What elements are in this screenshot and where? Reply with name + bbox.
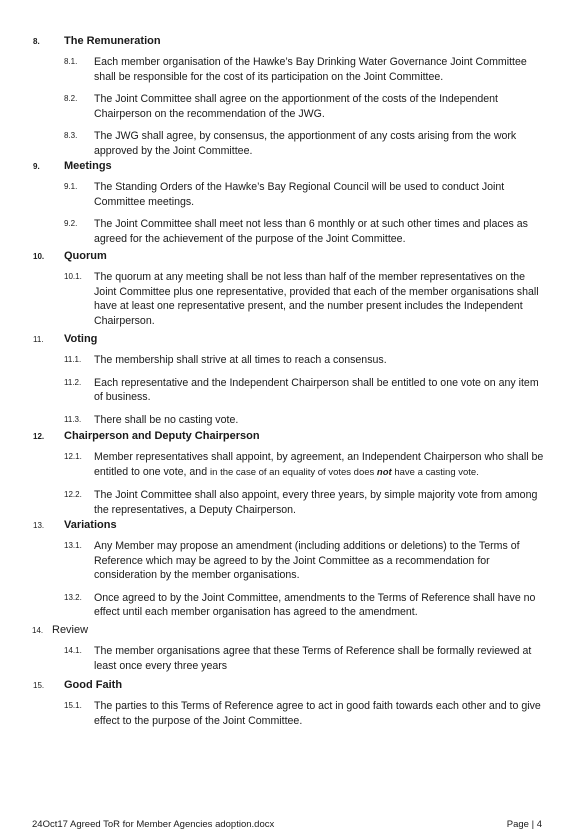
section-title: Chairperson and Deputy Chairperson (64, 430, 260, 442)
clause-text: Once agreed to by the Joint Committee, amendments to the Terms of Reference shall have no effect until each member organisation has agreed to the amendment. (94, 591, 536, 619)
clause (0, 353, 577, 368)
section-variations (0, 519, 577, 620)
clause (0, 413, 577, 428)
clause (0, 591, 577, 620)
clause (0, 129, 577, 158)
clause (0, 92, 577, 121)
section-chairperson (0, 430, 577, 517)
section-remuneration (0, 35, 577, 159)
clause-number: 8.1. (64, 57, 78, 66)
emphasis-text: not (376, 466, 392, 478)
clause-text: Any Member may propose an amendment (including additions or deletions) to the Terms of Reference which may be agreed to by the Joint Committee as a recommendation for consideration by the member organisations. (94, 540, 520, 582)
clause-number: 8.2. (64, 94, 78, 104)
section-number: 14. (32, 626, 44, 635)
clause (0, 55, 577, 84)
clause-text-part: in the case of an equality of votes does (210, 466, 377, 478)
section-number: 10. (33, 252, 45, 261)
footer-filename: 24Oct17 Agreed ToR for Member Agencies adoption.docx (32, 819, 275, 830)
clause-text (94, 450, 549, 480)
clause (0, 217, 577, 246)
clause (0, 450, 577, 480)
clause-number: 12.1. (64, 452, 82, 461)
clause-text: The Joint Committee shall meet not less than 6 monthly or at such other times and places as agreed for the achievement of the purpose of the Joint Committee. (94, 218, 528, 245)
clause-number: 8.3. (64, 131, 78, 141)
section-review (0, 624, 577, 673)
clause-text: The quorum at any meeting shall be not less than half of the member representatives on the Joint Committee plus one representative, provided that each of the member organisations shall have at least one representative present, and the number present includes the Independent Chairperson. (94, 271, 539, 327)
clause (0, 270, 577, 328)
section-title: Variations (64, 519, 117, 531)
section-voting (0, 333, 577, 427)
clause-text: The Joint Committee shall agree on the apportionment of the costs of the Independent Chairperson on the recommendation of the JWG. (94, 93, 498, 120)
section-number: 13. (33, 521, 45, 530)
clause-text: The Joint Committee shall also appoint, every three years, by simple majority vote from among the representatives, a Deputy Chairperson. (94, 489, 538, 516)
clause-number: 12.2. (64, 490, 82, 500)
clause (0, 539, 577, 583)
section-number: 15. (33, 681, 45, 690)
section-title: Review (52, 624, 89, 636)
clause-number: 9.1. (64, 182, 78, 191)
section-number: 8. (33, 37, 40, 46)
clause-text: Each member organisation of the Hawke’s Bay Drinking Water Governance Joint Committee shall be responsible for the cost of its participation on the Joint Committee. (94, 56, 527, 83)
section-title: Voting (64, 333, 98, 345)
section-heading (0, 333, 577, 349)
section-good-faith (0, 679, 577, 728)
section-title: Meetings (64, 160, 112, 172)
clause-number: 15.1. (64, 701, 82, 710)
clause-text: Each representative and the Independent Chairperson shall be entitled to one vote on any item of business. (94, 376, 539, 404)
clause-number: 14.1. (64, 646, 82, 655)
section-title: Quorum (64, 250, 107, 262)
section-heading (0, 250, 577, 266)
clause-number: 11.3. (64, 414, 82, 424)
clause-text: The JWG shall agree, by consensus, the apportionment of any costs arising from the work approved by the Joint Committee. (94, 130, 517, 157)
clause (0, 699, 577, 728)
clause-number: 13.1. (64, 541, 82, 550)
footer-page-number: Page | 4 (506, 819, 542, 830)
clause-text: The member organisations agree that these Terms of Reference shall be formally reviewed at least once every three years (94, 645, 532, 672)
clause (0, 180, 577, 209)
clause-text: The Standing Orders of the Hawke’s Bay Regional Council will be used to conduct Joint Committee meetings. (94, 181, 505, 208)
clause-text: There shall be no casting vote. (94, 413, 239, 426)
clause-text-part: Member representatives shall appoint, by agreement, an Independent Chairperson who shall be entitled to one vote, and (94, 451, 544, 478)
section-heading (0, 679, 577, 695)
section-heading (0, 430, 577, 446)
section-heading (0, 519, 577, 535)
clause (0, 376, 577, 405)
clause-number: 9.2. (64, 219, 78, 229)
clause-text: The parties to this Terms of Reference agree to act in good faith towards each other and to give effect to the purpose of the Joint Committee. (94, 700, 541, 727)
clause (0, 644, 577, 673)
clause-number: 13.2. (64, 592, 82, 602)
section-title: Good Faith (64, 679, 123, 691)
section-heading (0, 624, 577, 640)
clause-number: 11.1. (64, 355, 82, 364)
clause-number: 10.1. (64, 272, 82, 281)
section-number: 12. (33, 432, 45, 441)
section-heading (0, 160, 577, 176)
section-meetings (0, 160, 577, 246)
clause-text: The membership shall strive at all times to reach a consensus. (94, 354, 387, 366)
section-heading (0, 35, 577, 51)
section-number: 9. (33, 162, 40, 171)
section-quorum (0, 250, 577, 328)
section-title: The Remuneration (64, 35, 161, 47)
clause-number: 11.2. (64, 377, 82, 387)
clause (0, 488, 577, 517)
clause-text-part: have a casting vote. (391, 466, 479, 478)
section-number: 11. (33, 335, 44, 344)
